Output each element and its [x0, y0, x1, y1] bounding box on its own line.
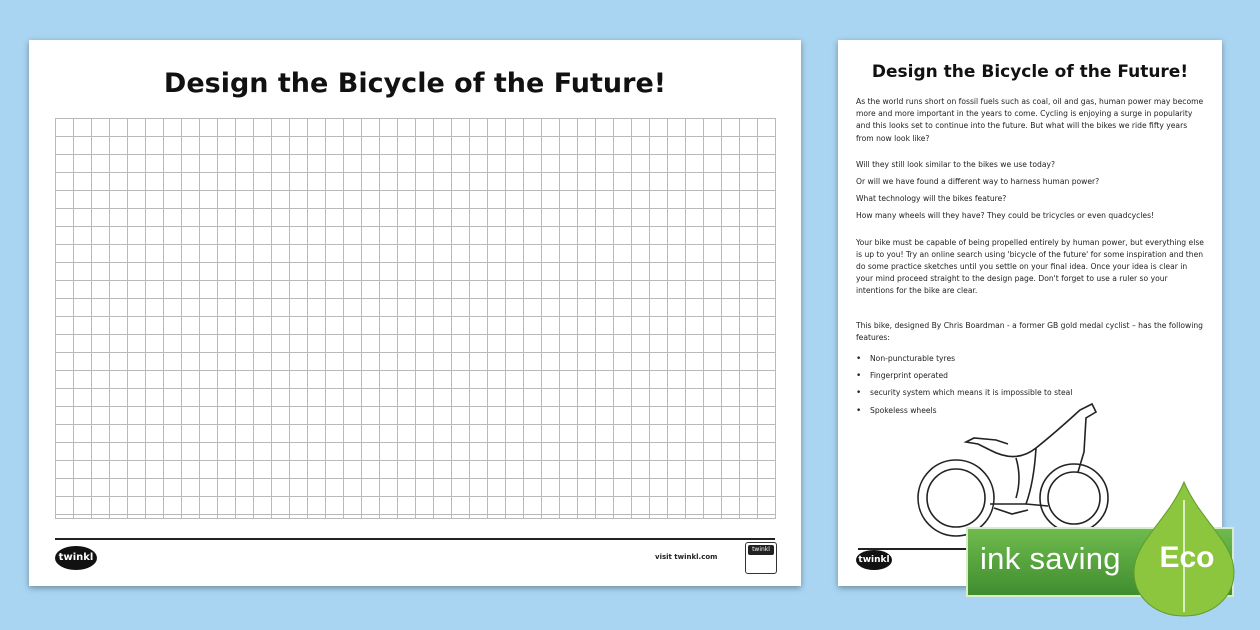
twinkl-logo-icon: twinkl	[856, 550, 892, 570]
drawing-grid	[55, 118, 776, 519]
eco-badge-label: Eco	[1159, 541, 1215, 574]
question-4: How many wheels will they have? They could be tricycles or even quadcycles!	[856, 211, 1155, 221]
badge-label: twinkl	[748, 545, 774, 555]
question-3: What technology will the bikes feature?	[856, 194, 1007, 204]
twinkl-badge-icon	[745, 542, 777, 574]
list-item: • Spokeless wheels	[856, 405, 1206, 417]
question-1: Will they still look similar to the bikes we use today?	[856, 159, 1056, 169]
features-intro: This bike, designed By Chris Boardman - a former GB gold medal cyclist – has the following features:	[856, 320, 1204, 342]
footer-url: visit twinkl.com	[655, 553, 718, 561]
instructions-paragraph: Your bike must be capable of being propelled entirely by human power, but everything else is up to you! Try an online search using 'bicycle of the future' for some inspiration and then do some practice sketches until you settle on your final idea. Once your idea is clear in your mind proceed straight to the design page. Don't forget to use a ruler so your intentions for the bike are clear.	[856, 237, 1204, 296]
sheet-body	[856, 96, 1206, 422]
ink-saving-label: ink saving	[980, 541, 1121, 576]
intro-paragraph: As the world runs short on fossil fuels such as coal, oil and gas, human power may become more and more important in the years to come. Cycling is enjoying a surge in popularity and this looks set to continue into the future. But what will the bikes we ride fifty years from now look like?	[856, 97, 1204, 143]
design-grid-sheet	[29, 40, 801, 586]
question-2: Or will we have found a different way to harness human power?	[856, 177, 1100, 187]
footer-divider	[55, 538, 775, 540]
sheet-title: Design the Bicycle of the Future!	[871, 62, 1189, 82]
sheet-title: Design the Bicycle of the Future!	[163, 68, 667, 99]
list-item: • Fingerprint operated	[856, 370, 1206, 382]
list-item: • security system which means it is impossible to steal	[856, 387, 1206, 399]
twinkl-logo-icon: twinkl	[55, 546, 97, 570]
list-item: • Non-puncturable tyres	[856, 353, 1206, 365]
